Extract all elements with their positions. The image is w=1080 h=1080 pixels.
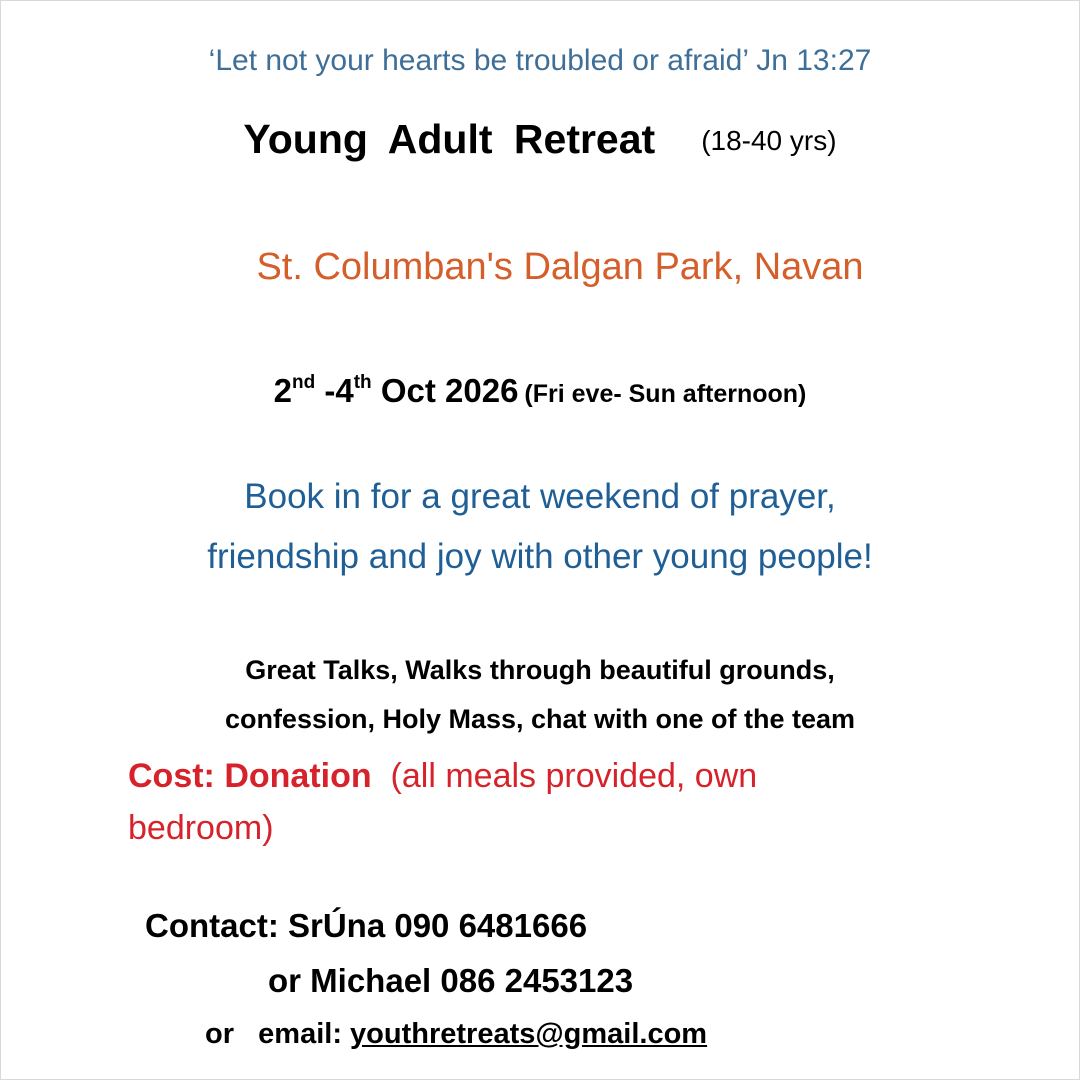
features-line-1: Great Talks, Walks through beautiful grounds, [245, 655, 835, 685]
date-end-day: 4 [335, 372, 354, 409]
date-separator: - [315, 372, 336, 409]
title-row [0, 116, 1080, 163]
date-start-suffix: nd [291, 372, 316, 393]
email-link[interactable]: youthretreats@gmail.com [350, 1018, 708, 1050]
invite-line-2: friendship and joy with other young people! [207, 537, 873, 576]
date-month-year: Oct 2026 [371, 372, 519, 409]
date-end-suffix: th [353, 372, 372, 393]
invite-line-1: Book in for a great weekend of prayer, [244, 477, 836, 516]
cost-label: Cost: Donation [128, 757, 372, 795]
cost-info [128, 750, 888, 854]
contact-line-1: Contact: SrÚna 090 6481666 [145, 907, 588, 944]
event-dates [0, 372, 1080, 410]
date-times: (Fri eve- Sun afternoon) [524, 380, 807, 408]
cost-details: (all meals provided, own bedroom) [128, 757, 758, 847]
contact-email-line [205, 1018, 707, 1051]
venue: St. Columban's Dalgan Park, Navan [256, 246, 864, 288]
contact-line-2: or Michael 086 2453123 [268, 962, 634, 999]
scripture-quote: ‘Let not your hearts be troubled or afraid’ Jn 13:27 [208, 44, 872, 77]
age-range: (18-40 yrs) [701, 125, 837, 156]
retreat-title: Young Adult Retreat [243, 116, 656, 162]
features-line-2: confession, Holy Mass, chat with one of the team [224, 704, 856, 734]
email-prefix: or email: [205, 1018, 351, 1050]
date-start-day: 2 [273, 372, 292, 409]
